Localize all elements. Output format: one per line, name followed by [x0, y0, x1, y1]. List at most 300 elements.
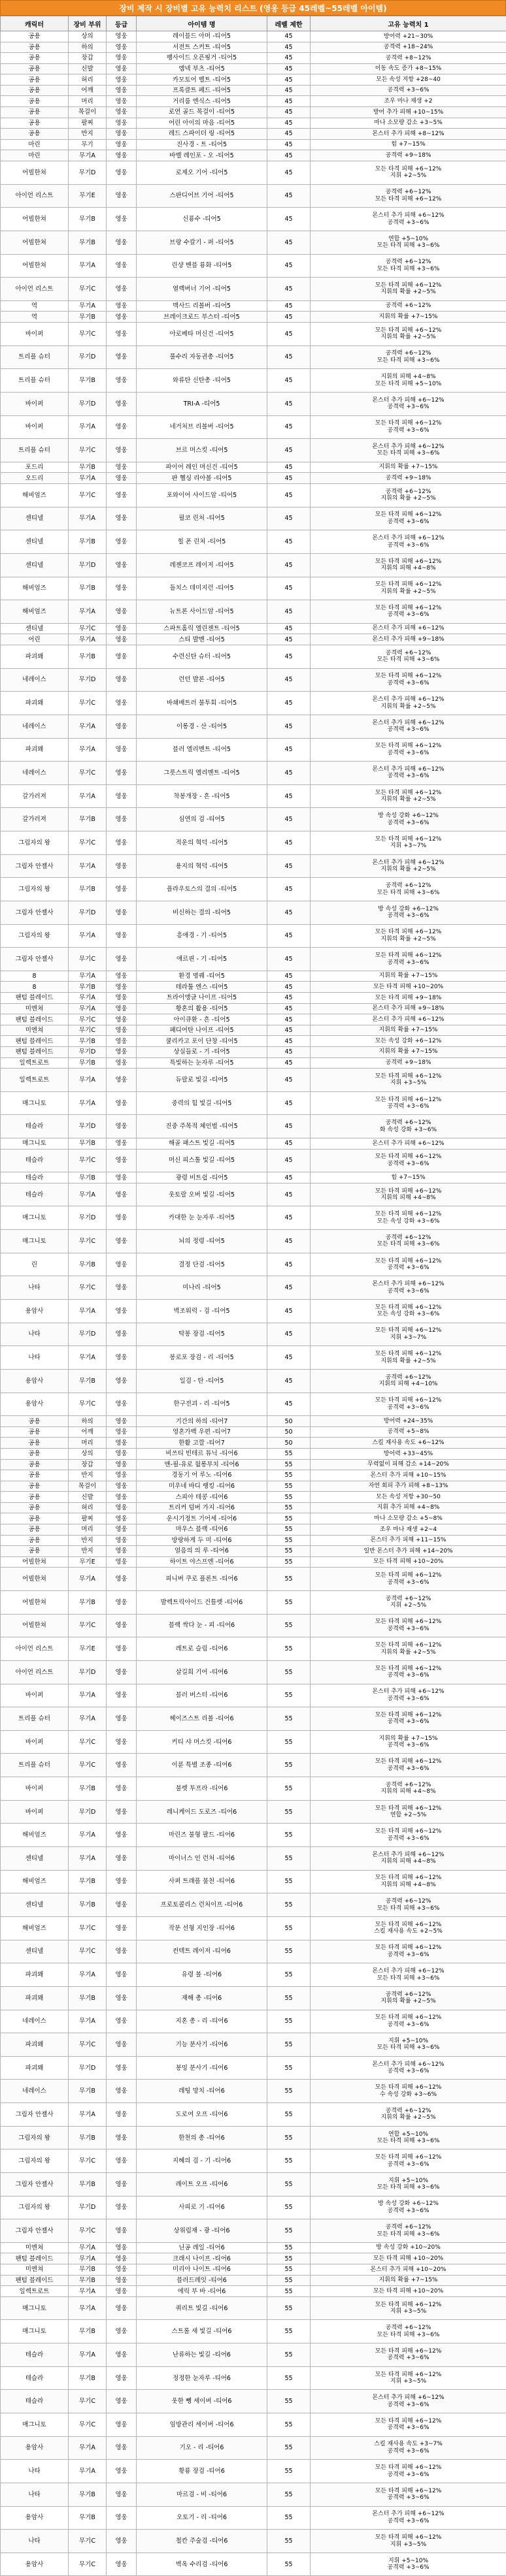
cell-level[interactable]: 45: [267, 129, 311, 140]
cell-level[interactable]: 55: [267, 1481, 311, 1492]
cell-slot[interactable]: 무기A: [69, 507, 107, 530]
cell-item-name[interactable]: 엠넥 부츠 -티어5: [137, 63, 267, 74]
cell-stats[interactable]: 몬스터 추가 피해 +6~12% 공격력 +3~6%: [311, 2390, 506, 2413]
cell-character[interactable]: 오드리: [1, 473, 69, 484]
cell-level[interactable]: 55: [267, 1824, 311, 1847]
cell-character[interactable]: 공용: [1, 1448, 69, 1459]
cell-level[interactable]: 45: [267, 692, 311, 715]
cell-grade[interactable]: 영웅: [107, 2264, 137, 2276]
cell-slot[interactable]: 무기C: [69, 2149, 107, 2173]
cell-character[interactable]: 마린: [1, 150, 69, 161]
cell-level[interactable]: 55: [267, 1535, 311, 1546]
cell-character[interactable]: 파괴왜: [1, 2033, 69, 2057]
column-header-stats[interactable]: 고유 능력치 1: [311, 16, 506, 31]
cell-item-name[interactable]: 뇌의 정령 -티어5: [137, 1230, 267, 1253]
cell-slot[interactable]: 목걸이: [69, 1481, 107, 1492]
cell-character[interactable]: 어빌한쳐: [1, 161, 69, 184]
cell-slot[interactable]: 무기A: [69, 971, 107, 982]
cell-grade[interactable]: 영웅: [107, 2366, 137, 2390]
cell-grade[interactable]: 영웅: [107, 31, 137, 42]
cell-character[interactable]: 미엔쳐: [1, 1025, 69, 1036]
cell-slot[interactable]: 무기B: [69, 2172, 107, 2196]
cell-item-name[interactable]: 영혼가백 우편 -티어7: [137, 1426, 267, 1438]
cell-level[interactable]: 45: [267, 85, 311, 96]
cell-level[interactable]: 45: [267, 1115, 311, 1138]
cell-stats[interactable]: 지휘의 확률 +7~15% 공격력 +3~6%: [311, 1730, 506, 1754]
cell-character[interactable]: 바이퍼: [1, 392, 69, 415]
cell-character[interactable]: 네레이스: [1, 762, 69, 785]
cell-stats[interactable]: 공격력 +6~12% 모든 타격 피해 +3~6%: [311, 346, 506, 369]
cell-character[interactable]: 해비엄즈: [1, 1916, 69, 1940]
cell-level[interactable]: 45: [267, 715, 311, 738]
cell-grade[interactable]: 영웅: [107, 96, 137, 107]
cell-item-name[interactable]: 마우스 블랙 -티어6: [137, 1524, 267, 1536]
cell-item-name[interactable]: 패디어탄 나이프 -티어5: [137, 1025, 267, 1036]
cell-character[interactable]: 공용: [1, 1535, 69, 1546]
cell-level[interactable]: 45: [267, 993, 311, 1004]
cell-stats[interactable]: 공격력 +6~12% 화 속성 강화 +3~6%: [311, 1115, 506, 1138]
cell-level[interactable]: 45: [267, 901, 311, 924]
cell-stats[interactable]: 몬스터 추가 피해 +6~12% 공격력 +3~6%: [311, 715, 506, 738]
cell-item-name[interactable]: 방랑하게 두 미 -티어6: [137, 1535, 267, 1546]
cell-level[interactable]: 45: [267, 346, 311, 369]
cell-grade[interactable]: 영웅: [107, 2343, 137, 2367]
cell-item-name[interactable]: 사피로 기 -티어6: [137, 2196, 267, 2219]
cell-grade[interactable]: 영웅: [107, 1568, 137, 1591]
cell-item-name[interactable]: 듀랄로 빛길 -티어5: [137, 1069, 267, 1092]
cell-item-name[interactable]: 거리룸 엔식스 -티어5: [137, 96, 267, 107]
cell-slot[interactable]: 무기A: [69, 300, 107, 312]
cell-grade[interactable]: 영웅: [107, 971, 137, 982]
column-header-grade[interactable]: 등급: [107, 16, 137, 31]
cell-item-name[interactable]: TRI-A -티어5: [137, 392, 267, 415]
cell-item-name[interactable]: 상실들로 - 기 -티어5: [137, 1046, 267, 1057]
cell-stats[interactable]: 모든 타격 피해 +6~12% 공격력 +3~6%: [311, 507, 506, 530]
cell-stats[interactable]: 지휘 +5~10% 공격력 +3~6%: [311, 2552, 506, 2576]
cell-stats[interactable]: 몬스터 추가 피해 +10~20%: [311, 2264, 506, 2276]
cell-slot[interactable]: 무기A: [69, 150, 107, 161]
cell-level[interactable]: 45: [267, 300, 311, 312]
cell-item-name[interactable]: 레드 스파이더 링 -티어5: [137, 129, 267, 140]
cell-item-name[interactable]: 필코 린처 -티어5: [137, 507, 267, 530]
cell-grade[interactable]: 영웅: [107, 1546, 137, 1557]
cell-character[interactable]: 어빌한쳐: [1, 254, 69, 278]
cell-level[interactable]: 50: [267, 1416, 311, 1427]
cell-item-name[interactable]: 레니케이드 도로즈 -티어6: [137, 1800, 267, 1824]
cell-grade[interactable]: 영웅: [107, 1323, 137, 1346]
cell-item-name[interactable]: 봉로포 장검 - 리 -티어5: [137, 1346, 267, 1370]
cell-level[interactable]: 45: [267, 139, 311, 150]
cell-stats[interactable]: 연합 +5~10% 모든 타격 피해 +3~6%: [311, 231, 506, 254]
cell-slot[interactable]: 무기C: [69, 2530, 107, 2553]
cell-stats[interactable]: 지휘의 피해 +4~8% 모든 타격 피해 +5~10%: [311, 369, 506, 393]
cell-slot[interactable]: 무기C: [69, 1230, 107, 1253]
cell-slot[interactable]: 무기C: [69, 1276, 107, 1300]
cell-grade[interactable]: 영웅: [107, 1230, 137, 1253]
cell-stats[interactable]: 모든 타격 피해 +10~20%: [311, 2286, 506, 2297]
cell-grade[interactable]: 영웅: [107, 668, 137, 692]
cell-grade[interactable]: 영웅: [107, 784, 137, 808]
cell-character[interactable]: 해비엄즈: [1, 1870, 69, 1893]
cell-grade[interactable]: 영웅: [107, 2103, 137, 2127]
cell-character[interactable]: 센티넬: [1, 1893, 69, 1917]
cell-item-name[interactable]: 피니버 쿠로 플론트 -티어6: [137, 1568, 267, 1591]
cell-item-name[interactable]: 마이너스 인 런처 -티어6: [137, 1847, 267, 1871]
cell-level[interactable]: 55: [267, 2149, 311, 2173]
cell-level[interactable]: 45: [267, 161, 311, 184]
cell-slot[interactable]: 무기B: [69, 2366, 107, 2390]
cell-character[interactable]: 팬텀 블레이드: [1, 1014, 69, 1025]
cell-item-name[interactable]: 발렉트릭아이드 건틀렛 -티어6: [137, 1590, 267, 1614]
cell-stats[interactable]: 방 속성 강화 +6~12% 공격력 +3~6%: [311, 808, 506, 831]
cell-character[interactable]: 해비엄즈: [1, 1824, 69, 1847]
cell-level[interactable]: 55: [267, 2286, 311, 2297]
cell-slot[interactable]: 무기D: [69, 1046, 107, 1057]
cell-character[interactable]: 파괴왜: [1, 692, 69, 715]
cell-stats[interactable]: 모든 타격 피해 +6~12% 지휘의 피해 +4~8%: [311, 1870, 506, 1893]
cell-grade[interactable]: 영웅: [107, 1206, 137, 1230]
cell-grade[interactable]: 영웅: [107, 982, 137, 993]
cell-item-name[interactable]: 오토기 - 리 -티어6: [137, 2506, 267, 2530]
cell-slot[interactable]: 무기D: [69, 1323, 107, 1346]
cell-slot[interactable]: 무기B: [69, 1777, 107, 1801]
cell-character[interactable]: 공용: [1, 1470, 69, 1481]
cell-grade[interactable]: 영웅: [107, 1870, 137, 1893]
cell-slot[interactable]: 허리: [69, 74, 107, 86]
cell-character[interactable]: 그림자 안젤사: [1, 854, 69, 878]
cell-grade[interactable]: 영웅: [107, 1684, 137, 1707]
cell-level[interactable]: 45: [267, 312, 311, 323]
cell-character[interactable]: 8: [1, 971, 69, 982]
cell-item-name[interactable]: 도로여 오프 -티어6: [137, 2103, 267, 2127]
cell-stats[interactable]: 모든 타격 피해 +6~12% 지휘 +3~7%: [311, 831, 506, 855]
cell-item-name[interactable]: 정정한 눈자루 -티어6: [137, 2366, 267, 2390]
cell-slot[interactable]: 무기C: [69, 1614, 107, 1637]
cell-character[interactable]: 갈가러져: [1, 808, 69, 831]
cell-item-name[interactable]: 특빛하는 눈자루 -티어5: [137, 1057, 267, 1069]
cell-slot[interactable]: 무기C: [69, 623, 107, 634]
cell-grade[interactable]: 영웅: [107, 1426, 137, 1438]
cell-grade[interactable]: 영웅: [107, 2010, 137, 2033]
cell-stats[interactable]: 공격력 +8~12%: [311, 53, 506, 64]
cell-slot[interactable]: 무기A: [69, 600, 107, 624]
cell-stats[interactable]: 모든 타격 피해 +6~12% 지휘의 피해 +4~8%: [311, 1183, 506, 1206]
cell-level[interactable]: 45: [267, 118, 311, 129]
cell-stats[interactable]: 지휘 +5~10% 모든 타격 피해 +3~6%: [311, 2172, 506, 2196]
cell-stats[interactable]: 몬스터 추가 피해 +6~12%: [311, 1138, 506, 1150]
cell-slot[interactable]: 무기A: [69, 2103, 107, 2127]
cell-stats[interactable]: 몬스터 추가 피해 +9~18%: [311, 634, 506, 645]
cell-item-name[interactable]: 결정 단검 -티어5: [137, 1253, 267, 1276]
cell-character[interactable]: 파괴왜: [1, 2056, 69, 2080]
cell-grade[interactable]: 영웅: [107, 2506, 137, 2530]
cell-item-name[interactable]: 헤이즈스트 리볼 -티어6: [137, 1707, 267, 1731]
cell-stats[interactable]: 방어력 +21~30%: [311, 31, 506, 42]
cell-character[interactable]: 린: [1, 1253, 69, 1276]
cell-item-name[interactable]: 브레이크로드 부스터 -티어5: [137, 312, 267, 323]
cell-level[interactable]: 45: [267, 762, 311, 785]
cell-character[interactable]: 테슬라: [1, 2343, 69, 2367]
cell-character[interactable]: 그림자 안젤사: [1, 2219, 69, 2243]
cell-character[interactable]: 네레이스: [1, 2010, 69, 2033]
cell-grade[interactable]: 영웅: [107, 1091, 137, 1115]
cell-grade[interactable]: 영웅: [107, 1014, 137, 1025]
cell-level[interactable]: 55: [267, 2460, 311, 2483]
cell-level[interactable]: 55: [267, 1730, 311, 1754]
cell-item-name[interactable]: 팽사이드 오픈핑거 -티어5: [137, 53, 267, 64]
cell-level[interactable]: 55: [267, 1556, 311, 1568]
cell-slot[interactable]: 무기A: [69, 2286, 107, 2297]
cell-slot[interactable]: 무기A: [69, 924, 107, 948]
cell-item-name[interactable]: 에릭 부 바 -티어6: [137, 2286, 267, 2297]
cell-grade[interactable]: 영웅: [107, 577, 137, 600]
cell-stats[interactable]: 모든 타격 피해 +6~12% 공격력 +3~6%: [311, 2460, 506, 2483]
cell-grade[interactable]: 영웅: [107, 1481, 137, 1492]
cell-slot[interactable]: 무기B: [69, 577, 107, 600]
cell-slot[interactable]: 무기A: [69, 993, 107, 1004]
cell-item-name[interactable]: 하이트 야스프엔 -티어6: [137, 1556, 267, 1568]
cell-slot[interactable]: 무기C: [69, 692, 107, 715]
cell-grade[interactable]: 영웅: [107, 322, 137, 346]
cell-level[interactable]: 45: [267, 1346, 311, 1370]
cell-character[interactable]: 어빌한쳐: [1, 1590, 69, 1614]
cell-grade[interactable]: 영웅: [107, 1057, 137, 1069]
cell-grade[interactable]: 영웅: [107, 1660, 137, 1684]
cell-grade[interactable]: 영웅: [107, 2296, 137, 2320]
cell-character[interactable]: 아이언 리스트: [1, 278, 69, 301]
cell-slot[interactable]: 무기C: [69, 278, 107, 301]
cell-grade[interactable]: 영웅: [107, 2149, 137, 2173]
cell-level[interactable]: 55: [267, 2506, 311, 2530]
cell-character[interactable]: 트리플 슈터: [1, 1754, 69, 1777]
cell-stats[interactable]: 모든 타격 피해 +6~12% 스킬 재사용 속도 +2~5%: [311, 1916, 506, 1940]
cell-slot[interactable]: 무기A: [69, 1847, 107, 1871]
cell-level[interactable]: 55: [267, 2264, 311, 2276]
cell-grade[interactable]: 영웅: [107, 1149, 137, 1172]
cell-item-name[interactable]: 광령 비트쉽 -티어5: [137, 1172, 267, 1183]
cell-level[interactable]: 55: [267, 1707, 311, 1731]
cell-item-name[interactable]: 상위림재 - 광 -티어6: [137, 2219, 267, 2243]
cell-character[interactable]: 네레이스: [1, 2080, 69, 2103]
cell-slot[interactable]: 무기A: [69, 2296, 107, 2320]
cell-slot[interactable]: 무기A: [69, 2460, 107, 2483]
cell-stats[interactable]: 모든 타격 피해 +6~12% 지휘의 확률 +2~5%: [311, 322, 506, 346]
cell-item-name[interactable]: 레이트 오프 -티어6: [137, 2172, 267, 2196]
cell-stats[interactable]: 모든 타격 피해 +6~12% 지휘 +2~5%: [311, 161, 506, 184]
cell-character[interactable]: 매그니토: [1, 1230, 69, 1253]
cell-item-name[interactable]: 와류탄 신탄총 -티어5: [137, 369, 267, 393]
cell-level[interactable]: 45: [267, 600, 311, 624]
cell-grade[interactable]: 영웅: [107, 948, 137, 971]
cell-slot[interactable]: 무기B: [69, 2080, 107, 2103]
cell-slot[interactable]: 무기C: [69, 1025, 107, 1036]
cell-slot[interactable]: 무기D: [69, 161, 107, 184]
cell-grade[interactable]: 영웅: [107, 1940, 137, 1963]
cell-item-name[interactable]: 경동기 어 루노 -티어6: [137, 1470, 267, 1481]
cell-stats[interactable]: 방 속성 강화 +6~12% 공격력 +3~6%: [311, 901, 506, 924]
cell-character[interactable]: 센티넬: [1, 1847, 69, 1871]
cell-item-name[interactable]: 이롱경 - 산 -티어5: [137, 715, 267, 738]
cell-level[interactable]: 45: [267, 483, 311, 507]
cell-item-name[interactable]: 비신하는 결의 -티어5: [137, 901, 267, 924]
cell-stats[interactable]: 공격력 +6~12% 모든 타격 피해 +3~6%: [311, 878, 506, 901]
cell-level[interactable]: 55: [267, 2172, 311, 2196]
cell-stats[interactable]: 모든 타격 피해 +6~12% 공격력 +3~6%: [311, 1824, 506, 1847]
cell-stats[interactable]: 무력없이 피해 감소 +14~20%: [311, 1459, 506, 1470]
cell-character[interactable]: 트리플 슈터: [1, 439, 69, 462]
cell-slot[interactable]: 무기D: [69, 2056, 107, 2080]
cell-slot[interactable]: 무기B: [69, 1369, 107, 1393]
cell-stats[interactable]: 몬스터 추가 피해 +6~12% 공격력 +3~6%: [311, 2056, 506, 2080]
cell-item-name[interactable]: 풀수리 자동권총 -티어5: [137, 346, 267, 369]
cell-item-name[interactable]: 난류하는 빛길 -티어6: [137, 2343, 267, 2367]
cell-item-name[interactable]: 블러 버스터 -티어6: [137, 1684, 267, 1707]
cell-stats[interactable]: 이동 속도 증가 +8~15%: [311, 63, 506, 74]
cell-slot[interactable]: 무기A: [69, 784, 107, 808]
cell-stats[interactable]: 공격력 +6~12% 지휘의 확률 +2~5%: [311, 483, 506, 507]
cell-level[interactable]: 45: [267, 439, 311, 462]
cell-item-name[interactable]: 임방관리 세이버 -티어6: [137, 2413, 267, 2437]
cell-item-name[interactable]: 환경 명퀘 -티어5: [137, 971, 267, 982]
cell-slot[interactable]: 무기: [69, 139, 107, 150]
cell-level[interactable]: 45: [267, 74, 311, 86]
cell-stats[interactable]: 공격력 +6~12% 모든 타격 피해 +3~6%: [311, 1893, 506, 1917]
cell-character[interactable]: 테슬라: [1, 1183, 69, 1206]
cell-slot[interactable]: 신발: [69, 1492, 107, 1503]
cell-level[interactable]: 55: [267, 1986, 311, 2010]
cell-slot[interactable]: 무기A: [69, 1684, 107, 1707]
cell-item-name[interactable]: 스파트홀릭 엘린젠트 -티어5: [137, 623, 267, 634]
cell-slot[interactable]: 무기B: [69, 312, 107, 323]
cell-level[interactable]: 45: [267, 1057, 311, 1069]
cell-stats[interactable]: 공격력 +6~12% 모든 타격 피해 +6~12%: [311, 184, 506, 208]
cell-slot[interactable]: 머리: [69, 1524, 107, 1536]
cell-character[interactable]: 갈가러져: [1, 784, 69, 808]
cell-grade[interactable]: 영웅: [107, 1916, 137, 1940]
cell-character[interactable]: 매그니토: [1, 2413, 69, 2437]
cell-grade[interactable]: 영웅: [107, 2530, 137, 2553]
cell-level[interactable]: 45: [267, 150, 311, 161]
cell-level[interactable]: 45: [267, 208, 311, 231]
cell-level[interactable]: 55: [267, 1800, 311, 1824]
cell-grade[interactable]: 영웅: [107, 1276, 137, 1300]
cell-grade[interactable]: 영웅: [107, 553, 137, 577]
cell-level[interactable]: 45: [267, 507, 311, 530]
cell-stats[interactable]: 일반 몬스터 추가 피해 +14~20%: [311, 1546, 506, 1557]
cell-character[interactable]: 공용: [1, 53, 69, 64]
cell-slot[interactable]: 무기B: [69, 2483, 107, 2506]
cell-character[interactable]: 공용: [1, 1524, 69, 1536]
cell-level[interactable]: 55: [267, 1502, 311, 1513]
cell-level[interactable]: 55: [267, 2080, 311, 2103]
cell-character[interactable]: 테슬라: [1, 2390, 69, 2413]
cell-slot[interactable]: 무기A: [69, 2242, 107, 2253]
cell-stats[interactable]: 몬스터 추가 피해 +6~12% 공격력 +3~6%: [311, 1276, 506, 1300]
cell-grade[interactable]: 영웅: [107, 63, 137, 74]
cell-character[interactable]: 공용: [1, 31, 69, 42]
cell-stats[interactable]: 공격력 +6~12% 지휘의 확률 +2~5%: [311, 2103, 506, 2127]
cell-slot[interactable]: 무기A: [69, 854, 107, 878]
cell-grade[interactable]: 영웅: [107, 2126, 137, 2149]
cell-level[interactable]: 45: [267, 392, 311, 415]
cell-character[interactable]: 공용: [1, 1502, 69, 1513]
cell-level[interactable]: 55: [267, 1893, 311, 1917]
cell-character[interactable]: 아이언 리스트: [1, 1660, 69, 1684]
cell-grade[interactable]: 영웅: [107, 1824, 137, 1847]
cell-stats[interactable]: 모든 타격 피해 +6~12% 공격력 +3~6%: [311, 415, 506, 439]
cell-stats[interactable]: 모든 타격 피해 +6~12% 공격력 +3~6%: [311, 948, 506, 971]
cell-stats[interactable]: 모든 타격 피해 +6~12% 지휘의 확률 +2~5%: [311, 924, 506, 948]
cell-level[interactable]: 45: [267, 623, 311, 634]
cell-item-name[interactable]: 황룡 장검 -티어6: [137, 2460, 267, 2483]
cell-item-name[interactable]: 스피아 테콩 -티어6: [137, 1492, 267, 1503]
cell-character[interactable]: 용암사: [1, 2506, 69, 2530]
cell-stats[interactable]: 공격력 +9~18%: [311, 473, 506, 484]
cell-slot[interactable]: 장갑: [69, 53, 107, 64]
cell-slot[interactable]: 무기A: [69, 1183, 107, 1206]
cell-item-name[interactable]: 트리커 덤버 가지 -티어6: [137, 1502, 267, 1513]
column-header-slot[interactable]: 장비 부위: [69, 16, 107, 31]
cell-level[interactable]: 45: [267, 1014, 311, 1025]
cell-level[interactable]: 55: [267, 1963, 311, 1987]
cell-level[interactable]: 55: [267, 2320, 311, 2343]
cell-slot[interactable]: 무기D: [69, 2196, 107, 2219]
cell-stats[interactable]: 모든 타격 피해 +6~12% 지휘 +3~5%: [311, 2530, 506, 2553]
cell-item-name[interactable]: 철칸 주술검 -티어6: [137, 2530, 267, 2553]
cell-character[interactable]: 파괴왜: [1, 738, 69, 762]
cell-level[interactable]: 45: [267, 1393, 311, 1416]
cell-character[interactable]: 테슬라: [1, 1115, 69, 1138]
cell-character[interactable]: 공용: [1, 96, 69, 107]
cell-stats[interactable]: 조우 마나 재생 +2: [311, 96, 506, 107]
cell-grade[interactable]: 영웅: [107, 1492, 137, 1503]
cell-grade[interactable]: 영웅: [107, 2275, 137, 2286]
cell-grade[interactable]: 영웅: [107, 2172, 137, 2196]
cell-grade[interactable]: 영웅: [107, 878, 137, 901]
cell-level[interactable]: 45: [267, 1138, 311, 1150]
cell-stats[interactable]: 모든 타격 피해 +6~12% 공격력 +3~6%: [311, 600, 506, 624]
cell-grade[interactable]: 영웅: [107, 1115, 137, 1138]
cell-stats[interactable]: 모든 타격 피해 +6~12% 공격력 +3~6%: [311, 2483, 506, 2506]
cell-character[interactable]: 그림자의 왕: [1, 831, 69, 855]
cell-level[interactable]: 45: [267, 184, 311, 208]
cell-character[interactable]: 공용: [1, 1546, 69, 1557]
cell-slot[interactable]: 무기B: [69, 369, 107, 393]
cell-grade[interactable]: 영웅: [107, 439, 137, 462]
cell-slot[interactable]: 무기A: [69, 1069, 107, 1092]
cell-grade[interactable]: 영웅: [107, 300, 137, 312]
cell-character[interactable]: 일렉트로트: [1, 1057, 69, 1069]
cell-item-name[interactable]: 웃토랄 오버 빛길 -티어5: [137, 1183, 267, 1206]
cell-character[interactable]: 팬텀 블레이드: [1, 1046, 69, 1057]
cell-grade[interactable]: 영웅: [107, 1707, 137, 1731]
cell-item-name[interactable]: 판 헬싱 리아볼 -티어5: [137, 473, 267, 484]
cell-grade[interactable]: 영웅: [107, 1963, 137, 1987]
cell-slot[interactable]: 무기A: [69, 1091, 107, 1115]
cell-grade[interactable]: 영웅: [107, 600, 137, 624]
cell-level[interactable]: 45: [267, 63, 311, 74]
cell-slot[interactable]: 무기B: [69, 1590, 107, 1614]
cell-level[interactable]: 55: [267, 1847, 311, 1871]
cell-grade[interactable]: 영웅: [107, 2033, 137, 2057]
cell-grade[interactable]: 영웅: [107, 2056, 137, 2080]
cell-slot[interactable]: 장갑: [69, 1459, 107, 1470]
cell-level[interactable]: 45: [267, 31, 311, 42]
cell-item-name[interactable]: 크래시 나이프 -티어6: [137, 2253, 267, 2264]
cell-item-name[interactable]: 진중 주목적 체인벌 -티어5: [137, 1115, 267, 1138]
cell-grade[interactable]: 영웅: [107, 715, 137, 738]
cell-character[interactable]: 나타: [1, 1346, 69, 1370]
